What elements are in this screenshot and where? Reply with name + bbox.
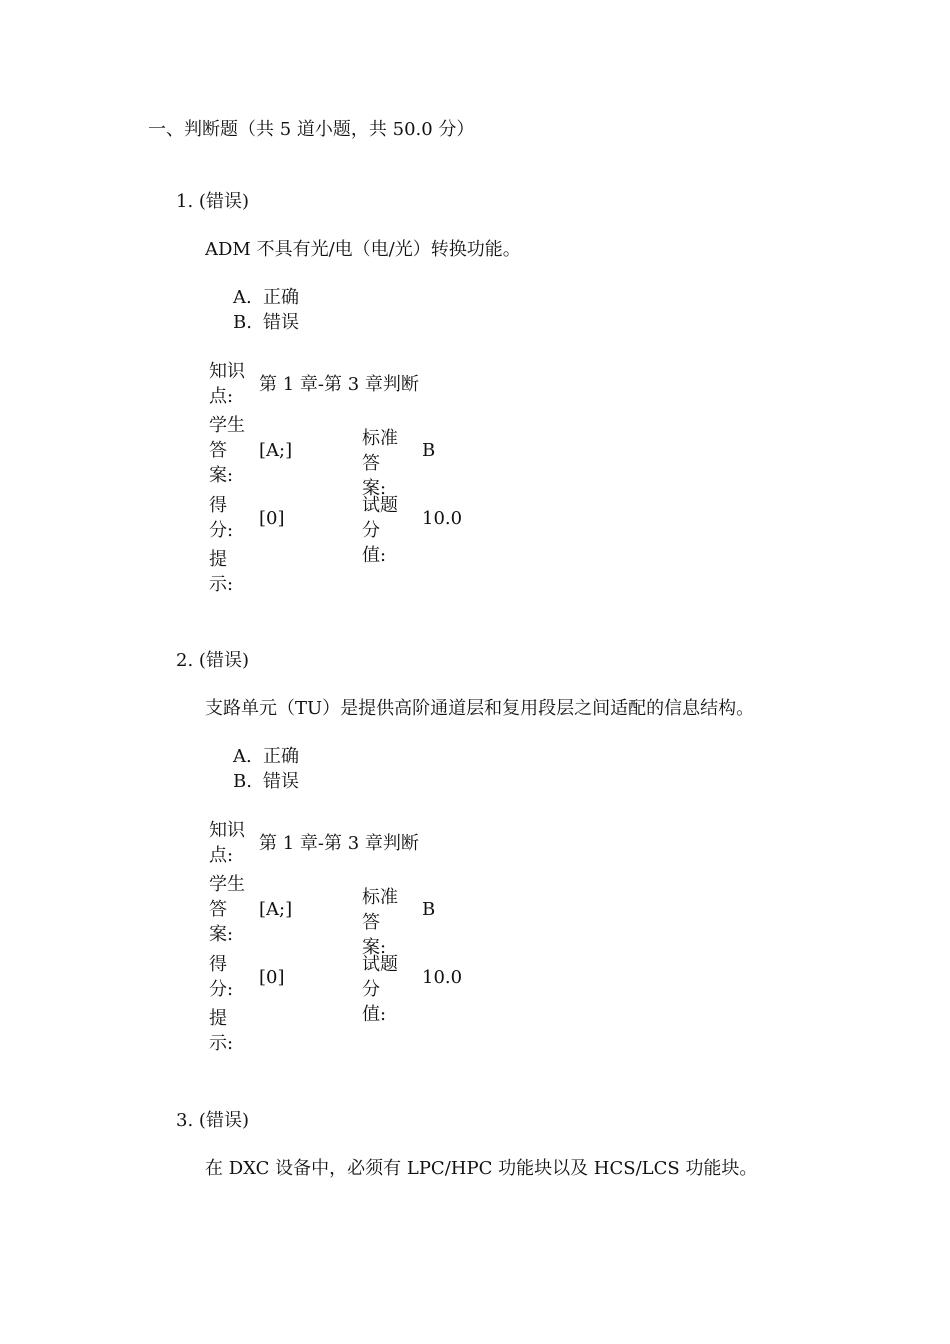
option-letter: B. [233,771,252,792]
points-label: 试题分值: [362,954,398,1025]
standard-answer-value: B [422,899,436,920]
question-number: 3. [176,1110,194,1131]
option-letter: A. [233,287,252,308]
section-title: 一、判断题（共 5 道小题，共 50.0 分） [148,119,475,140]
knowledge-label: 知识点: [209,820,245,866]
question-number: 1. [176,191,194,212]
question-text: ADM 不具有光/电（电/光）转换功能。 [205,239,521,260]
option-a[interactable] [233,285,299,310]
option-list [233,744,299,794]
score-value: [0] [259,967,285,988]
standard-answer-value: B [422,440,436,461]
question-text: 支路单元（TU）是提供高阶通道层和复用段层之间适配的信息结构。 [205,698,755,719]
option-label: 正确 [263,746,299,767]
question-header [176,191,249,213]
hint-label: 提示: [209,549,234,595]
points-value: 10.0 [422,508,463,529]
question-text: 在 DXC 设备中，必须有 LPC/HPC 功能块以及 HCS/LCS 功能块。 [205,1158,758,1179]
question-status: (错误) [198,1110,249,1131]
student-answer-value: [A;] [259,440,293,461]
score-label: 得分: [209,495,234,541]
option-label: 错误 [263,312,299,333]
option-label: 正确 [263,287,299,308]
question-number: 2. [176,650,194,671]
option-letter: B. [233,312,252,333]
hint-label: 提示: [209,1008,234,1054]
standard-answer-label: 标准答案: [362,428,398,499]
knowledge-label: 知识点: [209,361,245,407]
option-label: 错误 [263,771,299,792]
option-b[interactable] [233,310,299,335]
standard-answer-label: 标准答案: [362,887,398,958]
student-answer-label: 学生答案: [209,874,245,945]
score-label: 得分: [209,954,234,1000]
score-value: [0] [259,508,285,529]
question-header [176,650,249,672]
option-b[interactable] [233,769,299,794]
question-status: (错误) [198,650,249,671]
student-answer-label: 学生答案: [209,415,245,486]
question-header [176,1110,249,1132]
student-answer-value: [A;] [259,899,293,920]
points-value: 10.0 [422,967,463,988]
option-a[interactable] [233,744,299,769]
option-list [233,285,299,335]
knowledge-value: 第 1 章-第 3 章判断 [259,833,419,854]
knowledge-value: 第 1 章-第 3 章判断 [259,374,419,395]
option-letter: A. [233,746,252,767]
question-status: (错误) [198,191,249,212]
points-label: 试题分值: [362,495,398,566]
